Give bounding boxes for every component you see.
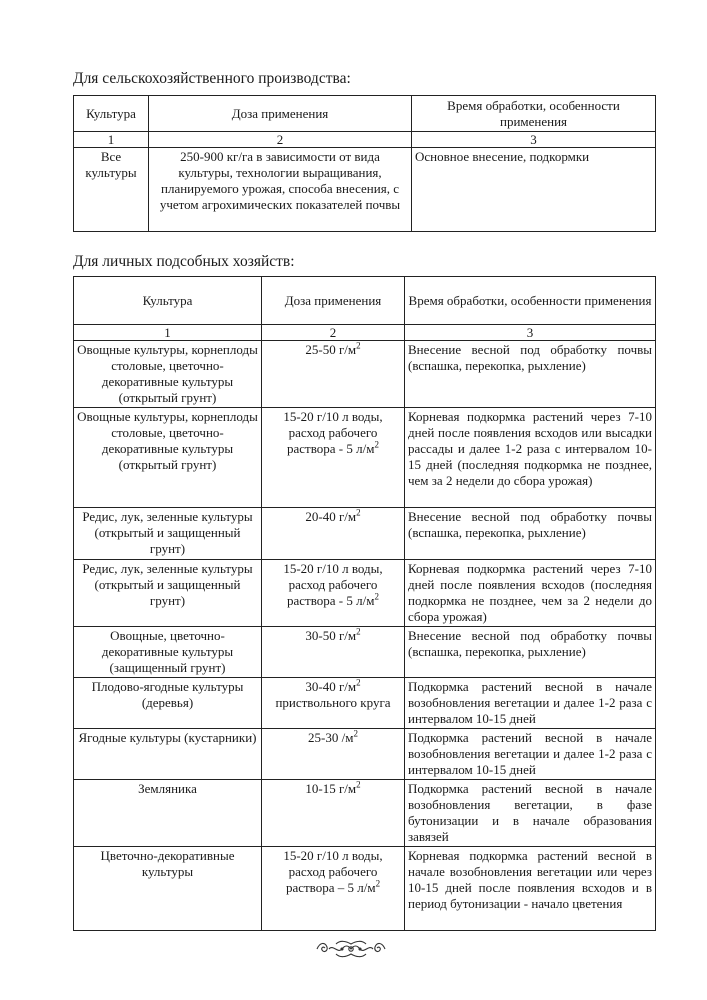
column-number: 3 bbox=[412, 132, 656, 148]
dose-superscript: 2 bbox=[356, 677, 361, 688]
dose-text: 30-40 г/м bbox=[305, 679, 357, 694]
cell-culture: Овощные культуры, корнеплоды столовые, цветочно-декоративные культуры (открытый грунт) bbox=[74, 341, 262, 408]
column-number: 1 bbox=[74, 132, 149, 148]
cell-dose bbox=[262, 780, 405, 847]
dose-superscript: 2 bbox=[356, 507, 361, 518]
table-row bbox=[74, 847, 656, 931]
header-dose: Доза применения bbox=[149, 96, 412, 132]
cell-dose bbox=[262, 847, 405, 931]
cell-culture: Плодово-ягодные культуры (деревья) bbox=[74, 678, 262, 729]
cell-culture: Цветочно-декоративные культуры bbox=[74, 847, 262, 931]
cell-culture: Все культуры bbox=[74, 148, 149, 232]
dose-text: 25-50 г/м bbox=[305, 342, 357, 357]
header-time: Время обработки, особенности применения bbox=[412, 96, 656, 132]
section-title-households: Для личных подсобных хозяйств: bbox=[73, 253, 295, 270]
header-dose: Доза применения bbox=[262, 277, 405, 325]
table-households bbox=[73, 276, 656, 931]
header-culture: Культура bbox=[74, 96, 149, 132]
dose-text: 30-50 г/м bbox=[305, 628, 357, 643]
table-row bbox=[74, 408, 656, 508]
cell-culture: Овощные культуры, корнеплоды столовые, цветочно-декоративные культуры (открытый грунт) bbox=[74, 408, 262, 508]
table-header-row bbox=[74, 277, 656, 325]
dose-superscript: 2 bbox=[375, 878, 381, 889]
cell-culture: Редис, лук, зеленные культуры (открытый и защищенный грунт) bbox=[74, 560, 262, 627]
cell-time: Подкормка растений весной в начале возобновления вегетации и далее 1-2 раза с интервалом 10-15 дней bbox=[405, 678, 656, 729]
cell-culture: Ягодные культуры (кустарники) bbox=[74, 729, 262, 780]
cell-culture: Редис, лук, зеленные культуры (открытый и защищенный грунт) bbox=[74, 508, 262, 560]
cell-dose bbox=[262, 408, 405, 508]
cell-dose bbox=[262, 341, 405, 408]
decorative-ornament-icon bbox=[314, 938, 388, 960]
dose-superscript: 2 bbox=[356, 340, 361, 351]
dose-text: 15-20 г/10 л воды, расход рабочего раствора – 5 л/м bbox=[283, 848, 383, 895]
dose-text: 20-40 г/м bbox=[305, 509, 357, 524]
column-number: 1 bbox=[74, 325, 262, 341]
cell-time: Внесение весной под обработку почвы (вспашка, перекопка, рыхление) bbox=[405, 508, 656, 560]
table-row bbox=[74, 148, 656, 232]
cell-dose bbox=[262, 678, 405, 729]
table-row bbox=[74, 627, 656, 678]
cell-time: Корневая подкормка растений через 7-10 дней после появления всходов или высадки рассады и далее 1-2 раза с интервалом 10-15 дней (последняя подкормка не позднее, чем за 2 недели до сбора урожая) bbox=[405, 408, 656, 508]
cell-time: Основное внесение, подкормки bbox=[412, 148, 656, 232]
column-number: 2 bbox=[149, 132, 412, 148]
column-numbers-row bbox=[74, 132, 656, 148]
cell-time: Подкормка растений весной в начале возобновления вегетации и далее 1-2 раза с интервалом 10-15 дней bbox=[405, 729, 656, 780]
cell-time: Корневая подкормка растений через 7-10 дней после появления всходов (последняя подкормка не позднее, чем за 2 недели до сбора урожая) bbox=[405, 560, 656, 627]
cell-dose bbox=[262, 508, 405, 560]
cell-time: Корневая подкормка растений весной в начале возобновления вегетации или через 10-15 дней после появления всходов и в период бутонизации - начало цветения bbox=[405, 847, 656, 931]
cell-culture: Овощные, цветочно-декоративные культуры (защищенный грунт) bbox=[74, 627, 262, 678]
table-header-row bbox=[74, 96, 656, 132]
table-row bbox=[74, 508, 656, 560]
dose-superscript: 2 bbox=[353, 728, 358, 739]
dose-text: 25-30 /м bbox=[308, 730, 354, 745]
cell-time: Внесение весной под обработку почвы (вспашка, перекопка, рыхление) bbox=[405, 341, 656, 408]
table-row bbox=[74, 341, 656, 408]
dose-superscript: 2 bbox=[374, 439, 379, 450]
dose-superscript: 2 bbox=[374, 591, 379, 602]
table-row bbox=[74, 678, 656, 729]
dose-text: 15-20 г/10 л воды, расход рабочего раствора - 5 л/м bbox=[283, 561, 383, 608]
column-number: 3 bbox=[405, 325, 656, 341]
header-time: Время обработки, особенности применения bbox=[405, 277, 656, 325]
section-title-agricultural: Для сельскохозяйственного производства: bbox=[73, 70, 351, 87]
cell-dose: 250-900 кг/га в зависимости от вида культуры, технологии выращивания, планируемого урожая, способа внесения, с учетом агрохимических показателей почвы bbox=[149, 148, 412, 232]
cell-time: Внесение весной под обработку почвы (вспашка, перекопка, рыхление) bbox=[405, 627, 656, 678]
cell-dose bbox=[262, 627, 405, 678]
table-row bbox=[74, 729, 656, 780]
cell-time: Подкормка растений весной в начале возобновления вегетации, в фазе бутонизации и в начале образования завязей bbox=[405, 780, 656, 847]
table-row bbox=[74, 560, 656, 627]
dose-text-after: приствольного круга bbox=[275, 695, 391, 710]
dose-text: 10-15 г/м bbox=[305, 781, 357, 796]
dose-superscript: 2 bbox=[356, 779, 361, 790]
cell-dose bbox=[262, 560, 405, 627]
table-agricultural bbox=[73, 95, 656, 232]
cell-culture: Земляника bbox=[74, 780, 262, 847]
table-row bbox=[74, 780, 656, 847]
header-culture: Культура bbox=[74, 277, 262, 325]
column-number: 2 bbox=[262, 325, 405, 341]
cell-dose bbox=[262, 729, 405, 780]
dose-superscript: 2 bbox=[356, 626, 361, 637]
column-numbers-row bbox=[74, 325, 656, 341]
dose-text: 15-20 г/10 л воды, расход рабочего раствора - 5 л/м bbox=[283, 409, 383, 456]
